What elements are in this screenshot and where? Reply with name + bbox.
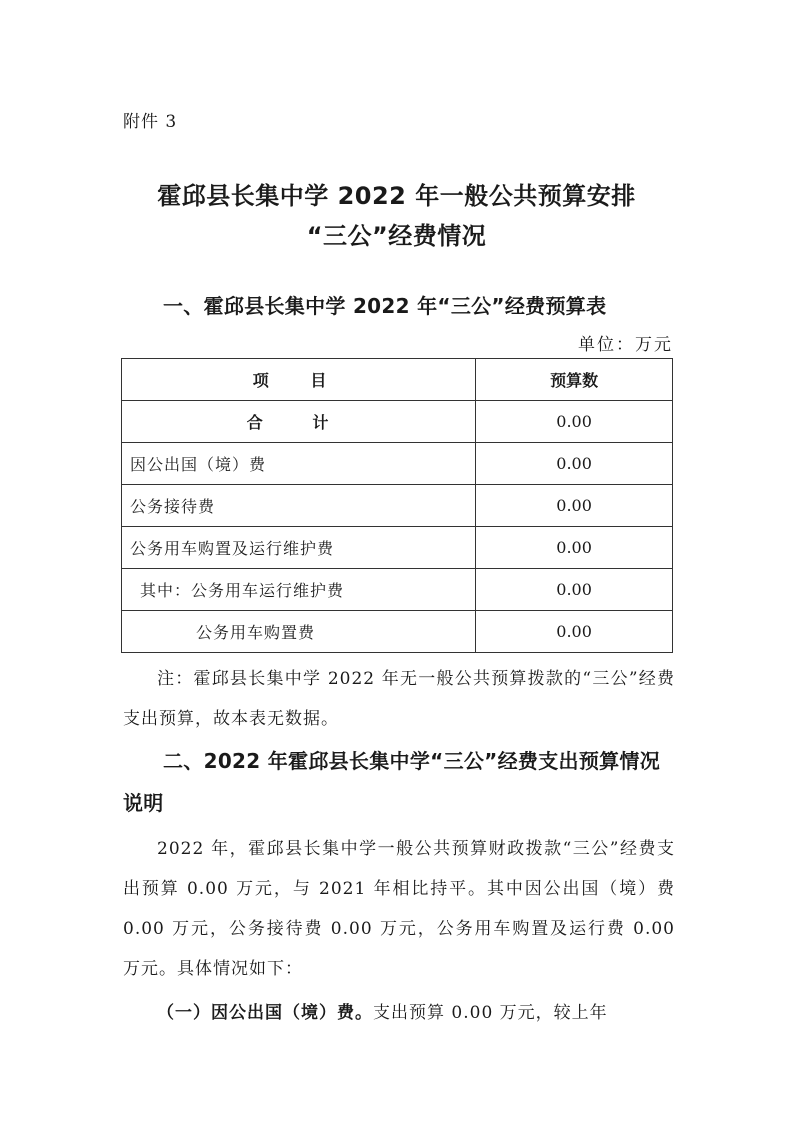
paragraph2-lead: （一）因公出国（境）费。	[157, 1003, 373, 1023]
row-overseas-value: 0.00	[476, 443, 673, 485]
table-row	[122, 485, 673, 527]
row-total-label: 合 计	[122, 401, 476, 443]
section2-heading: 二、2022 年霍邱县长集中学“三公”经费支出预算情况	[163, 749, 661, 773]
row-vehicle-purchase-value: 0.00	[476, 611, 673, 653]
section1-heading: 一、霍邱县长集中学 2022 年“三公”经费预算表	[163, 294, 607, 318]
table-row	[122, 569, 673, 611]
table-note: 注：霍邱县长集中学 2022 年无一般公共预算拨款的“三公”经费支出预算，故本表无数据。	[123, 669, 675, 729]
document-title-line1: 霍邱县长集中学 2022 年一般公共预算安排	[157, 182, 636, 210]
row-vehicle-value: 0.00	[476, 527, 673, 569]
row-overseas-label: 因公出国（境）费	[122, 443, 476, 485]
table-header-item: 项 目	[122, 359, 476, 401]
section2-heading-cont: 说明	[123, 791, 164, 815]
budget-table	[121, 358, 673, 653]
section2-paragraph1: 2022 年，霍邱县长集中学一般公共预算财政拨款“三公”经费支出预算 0.00 万元，与 2021 年相比持平。其中因公出国（境）费 0.00 万元，公务接待费 0.00 万元，公务用车购置及运行费 0.00 万元。具体情况如下：	[123, 839, 675, 979]
row-vehicle-maintenance-value: 0.00	[476, 569, 673, 611]
document-title-line2: “三公”经费情况	[306, 222, 487, 250]
row-reception-value: 0.00	[476, 485, 673, 527]
row-vehicle-maintenance-label: 其中：公务用车运行维护费	[122, 569, 476, 611]
table-row	[122, 401, 673, 443]
row-reception-label: 公务接待费	[122, 485, 476, 527]
table-row	[122, 443, 673, 485]
table-header-budget: 预算数	[476, 359, 673, 401]
row-total-value: 0.00	[476, 401, 673, 443]
table-row	[122, 611, 673, 653]
row-vehicle-purchase-label: 公务用车购置费	[122, 611, 476, 653]
table-row	[122, 527, 673, 569]
row-vehicle-label: 公务用车购置及运行维护费	[122, 527, 476, 569]
unit-label: 单位：万元	[578, 335, 673, 355]
attachment-label: 附件 3	[123, 112, 178, 132]
paragraph2-rest: 支出预算 0.00 万元，较上年	[373, 1003, 608, 1023]
section2-paragraph2	[123, 993, 675, 1033]
table-header-row	[122, 359, 673, 401]
